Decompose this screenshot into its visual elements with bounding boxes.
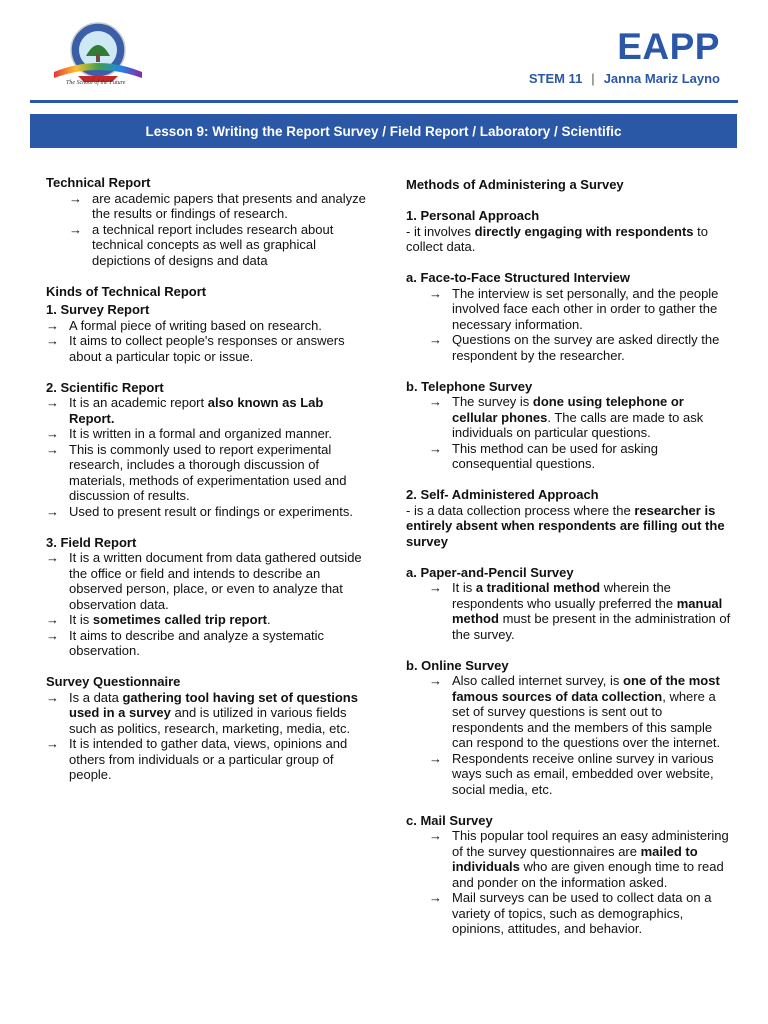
list-item: → This is commonly used to report experimental research, includes a thorough discussion of materials, methods of experimentation used and discussion of results. <box>46 441 347 503</box>
header-meta <box>529 71 720 86</box>
list-item: → Is a data gathering tool having set of questions used in a survey and is utilized in various fields such as politics, research, marketing, media, etc. <box>46 689 358 736</box>
list-item: → It is a traditional method wherein the respondents who usually preferred the manual method must be present in the administration of the survey. <box>429 580 731 642</box>
list-item: → It is written in a formal and organized manner. <box>46 426 333 441</box>
section-title: Kinds of Technical Report <box>46 283 207 299</box>
subsection-title: Survey Questionnaire <box>46 674 181 689</box>
right-column <box>406 177 731 937</box>
list-item: → The survey is done using telephone or cellular phones. The calls are made to ask individuals on particular questions. <box>429 394 704 440</box>
list-item: → It is sometimes called trip report. <box>46 612 271 627</box>
list-item: → Mail surveys can be used to collect data on a variety of topics, such as demographics, opinions, attitudes, and behavior. <box>429 890 712 936</box>
left-column <box>46 175 366 783</box>
arrow-icon: → <box>429 440 442 456</box>
subsection-title: 2. Self- Administered Approach <box>406 487 599 502</box>
arrow-icon: → <box>46 395 59 410</box>
arrow-icon: → <box>46 426 59 441</box>
strand: STEM 11 <box>528 71 583 86</box>
page-header <box>0 0 768 100</box>
author: Janna Mariz Layno <box>603 71 720 86</box>
list-item: → Respondents receive online survey in various ways such as email, embedded over website, social media, etc. <box>429 750 714 797</box>
arrow-icon: → <box>46 550 59 565</box>
list-item: → This method can be used for asking consequential questions. <box>429 440 658 471</box>
section-title: Methods of Administering a Survey <box>406 177 624 192</box>
list-item: → a technical report includes research about technical concepts as well as graphical depictions of designs and data <box>69 221 334 268</box>
arrow-icon: → <box>46 503 59 519</box>
arrow-icon: → <box>46 612 59 627</box>
subsection-title: 3. Field Report <box>46 534 137 550</box>
arrow-icon: → <box>46 736 59 751</box>
subsection-title: 2. Scientific Report <box>46 379 164 395</box>
arrow-icon: → <box>429 750 442 766</box>
arrow-icon: → <box>69 190 82 206</box>
subsection-title: b. Online Survey <box>406 657 509 673</box>
subsection-title: 1. Personal Approach <box>406 208 540 223</box>
arrow-icon: → <box>46 333 59 348</box>
arrow-icon: → <box>429 285 442 301</box>
paragraph: - is a data collection process where the researcher is entirely absent when respondents are filling out the survey <box>406 502 725 549</box>
subsection-title: a. Face-to-Face Structured Interview <box>406 270 630 285</box>
lesson-banner: Lesson 9: Writing the Report Survey / Field Report / Laboratory / Scientific <box>30 114 737 148</box>
list-item: → Also called internet survey, is one of the most famous sources of data collection, where a set of survey questions is sent out to respondents and the members of this sample can respond to the questions over the internet. <box>429 673 721 750</box>
list-item: → Questions on the survey are asked directly the respondent by the researcher. <box>429 332 720 363</box>
subsection-title: 1. Survey Report <box>46 302 150 317</box>
header-rule <box>30 100 738 103</box>
subsection-title: a. Paper-and-Pencil Survey <box>406 564 574 580</box>
arrow-icon: → <box>429 332 442 347</box>
arrow-icon: → <box>46 441 59 457</box>
arrow-icon: → <box>46 317 59 333</box>
arrow-icon: → <box>46 689 59 705</box>
list-item: → The interview is set personally, and the people involved face each other in order to gather the necessary information. <box>429 285 719 332</box>
subject-title: EAPP <box>617 26 720 67</box>
section-title: Technical Report <box>46 175 151 190</box>
arrow-icon: → <box>69 221 82 237</box>
subsection-title: b. Telephone Survey <box>406 378 533 394</box>
arrow-icon: → <box>429 673 442 688</box>
arrow-icon: → <box>429 828 442 843</box>
paragraph: - it involves directly engaging with respondents to collect data. <box>406 223 708 254</box>
list-item: → It aims to collect people's responses or answers about a particular topic or issue. <box>46 333 345 364</box>
arrow-icon: → <box>429 580 442 595</box>
list-item: → A formal piece of writing based on research. <box>46 317 322 333</box>
list-item: → This popular tool requires an easy administering of the survey questionnaires are mailed to individuals who are given enough time to read and ponder on the information asked. <box>429 828 729 890</box>
arrow-icon: → <box>46 627 59 643</box>
subsection-title: c. Mail Survey <box>406 812 493 828</box>
list-item: → It is an academic report also known as Lab Report. <box>46 395 324 426</box>
list-item: → are academic papers that presents and analyze the results or findings of research. <box>69 190 366 221</box>
list-item: → Used to present result or findings or experiments. <box>46 503 353 519</box>
list-item: → It is intended to gather data, views, opinions and others from individuals or a particular group of people. <box>46 736 348 782</box>
meta-separator: | <box>591 71 595 86</box>
list-item: → It is a written document from data gathered outside the office or field and intends to describe an observed person, place, or even to analyze that observation data. <box>46 550 362 612</box>
list-item: → It aims to describe and analyze a systematic observation. <box>46 627 325 658</box>
arrow-icon: → <box>429 394 442 409</box>
logo-caption: The School of the Future <box>66 80 126 86</box>
arrow-icon: → <box>429 890 442 905</box>
